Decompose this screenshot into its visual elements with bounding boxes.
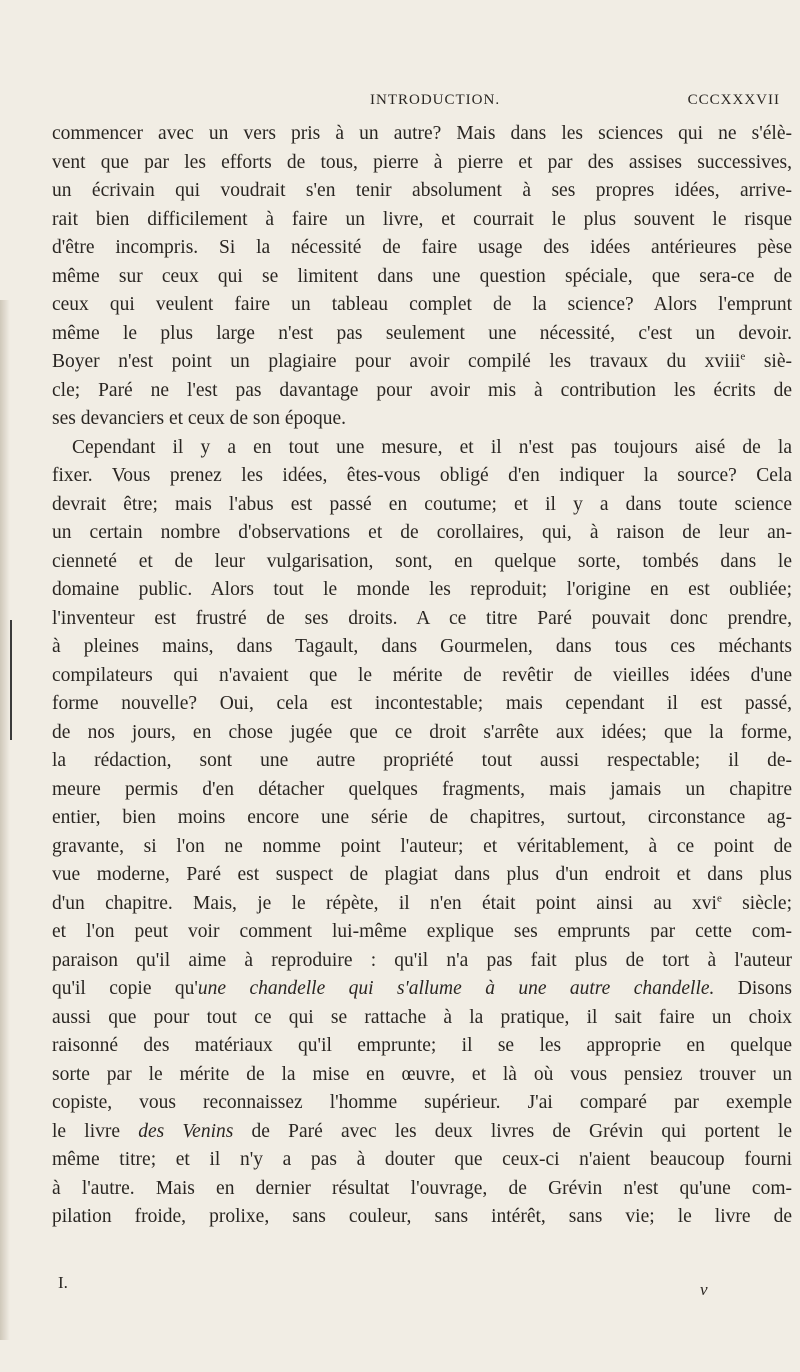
text-line: compilateurs qui n'avaient que le mérite de revêtir de vieilles idées d'une xyxy=(52,664,792,686)
binding-mark xyxy=(10,620,12,740)
italic-title: des Venins xyxy=(138,1120,234,1142)
text-line: copiste, vous reconnaissez l'homme supérieur. J'ai comparé par exemple xyxy=(52,1092,792,1113)
text-line: même sur ceux qui se limitent dans une question spéciale, que sera-ce de xyxy=(52,265,792,287)
text-line: ceux qui veulent faire un tableau complet de la science? Alors l'emprunt xyxy=(52,294,792,315)
text-line: pilation froide, prolixe, sans couleur, sans intérêt, sans vie; le livre de xyxy=(52,1206,792,1227)
paragraph-end-line: ses devanciers et ceux de son époque. xyxy=(52,408,347,429)
text-line: même le plus large n'est pas seulement une nécessité, c'est un devoir. xyxy=(52,322,792,344)
text-line xyxy=(52,348,792,377)
text-line: cienneté et de leur vulgarisation, sont, en quelque sorte, tombés dans le xyxy=(52,550,792,572)
text-line: cle; Paré ne l'est pas davantage pour avoir mis à contribution les écrits de xyxy=(52,379,792,401)
text-line: l'inventeur est frustré de ses droits. A ce titre Paré pouvait donc prendre, xyxy=(52,607,792,629)
text-line: même titre; et il n'y a pas à douter que ceux-ci n'aient beaucoup fourni xyxy=(52,1149,792,1170)
text-fragment: Boyer n'est point un plagiaire pour avoir compilé les travaux du xviii xyxy=(52,351,741,372)
running-header xyxy=(370,92,780,118)
running-title: INTRODUCTION. xyxy=(370,92,501,108)
text-line: à l'autre. Mais en dernier résultat l'ouvrage, de Grévin n'est qu'une com- xyxy=(52,1177,792,1199)
page-edge-shadow xyxy=(0,300,10,1340)
text-line: domaine public. Alors tout le monde les reproduit; l'origine en est oubliée; xyxy=(52,579,792,600)
text-line: vue moderne, Paré est suspect de plagiat dans plus d'un endroit et dans plus xyxy=(52,864,792,885)
text-fragment: qu'il copie qu' xyxy=(52,978,198,999)
quire-mark: v xyxy=(700,1280,708,1299)
text-line: et l'on peut voir comment lui-même explique ses emprunts par cette com- xyxy=(52,921,792,942)
text-line xyxy=(52,890,792,919)
text-fragment: le livre xyxy=(52,1120,139,1142)
superscript: e xyxy=(716,892,722,904)
text-line: un certain nombre d'observations et de corollaires, qui, à raison de leur an- xyxy=(52,522,792,543)
text-line: commencer avec un vers pris à un autre? Mais dans les sciences qui ne s'élè- xyxy=(52,123,792,144)
text-line: gravante, si l'on ne nomme point l'auteur; et véritablement, à ce point de xyxy=(52,835,792,857)
text-line: à pleines mains, dans Tagault, dans Gourmelen, dans tous ces méchants xyxy=(52,636,792,657)
text-line: d'être incompris. Si la nécessité de faire usage des idées antérieures pèse xyxy=(52,237,792,258)
text-fragment: siècle; xyxy=(721,892,792,914)
text-line xyxy=(52,1118,792,1147)
body-text xyxy=(52,120,792,1232)
text-line: entier, bien moins encore une série de chapitres, surtout, circonstance ag- xyxy=(52,807,792,828)
text-fragment: d'un chapitre. Mais, je le répète, il n'en était point ainsi au xvi xyxy=(52,892,717,914)
paragraph-start-line: Cependant il y a en tout une mesure, et il n'est pas toujours aisé de la xyxy=(72,436,792,458)
page-number: CCCXXXVII xyxy=(687,92,780,108)
text-line: rait bien difficilement à faire un livre, et courrait le plus souvent le risque xyxy=(52,208,792,230)
text-line: de nos jours, en chose jugée que ce droit s'arrête aux idées; que la forme, xyxy=(52,721,792,743)
text-line: forme nouvelle? Oui, cela est incontestable; mais cependant il est passé, xyxy=(52,693,792,714)
text-fragment: de Paré avec les deux livres de Grévin qui portent le xyxy=(233,1120,792,1142)
signature-mark: I. xyxy=(58,1273,68,1292)
italic-quote: une chandelle qui s'allume à une autre chandelle. xyxy=(197,978,715,999)
text-line: meure permis d'en détacher quelques fragments, mais jamais un chapitre xyxy=(52,778,792,800)
text-fragment: Disons xyxy=(714,978,792,999)
text-line: la rédaction, sont une autre propriété tout aussi respectable; il de- xyxy=(52,750,792,771)
text-line: un écrivain qui voudrait s'en tenir absolument à ses propres idées, arrive- xyxy=(52,180,792,201)
text-line: vent que par les efforts de tous, pierre à pierre et par des assises successives, xyxy=(52,151,792,173)
text-line: sorte par le mérite de la mise en œuvre, et là où vous pensiez trouver un xyxy=(52,1063,792,1085)
text-line xyxy=(52,975,792,1004)
text-line: paraison qu'il aime à reproduire : qu'il n'a pas fait plus de tort à l'auteur xyxy=(52,949,792,971)
superscript: e xyxy=(740,350,746,363)
text-line: raisonné des matériaux qu'il emprunte; il se les approprie en quelque xyxy=(52,1035,792,1056)
text-line: aussi que pour tout ce qui se rattache à la pratique, il sait faire un choix xyxy=(52,1006,792,1028)
text-fragment: siè- xyxy=(745,351,792,372)
text-line: devrait être; mais l'abus est passé en coutume; et il y a dans toute science xyxy=(52,493,792,515)
text-line: fixer. Vous prenez les idées, êtes-vous obligé d'en indiquer la source? Cela xyxy=(52,465,792,486)
